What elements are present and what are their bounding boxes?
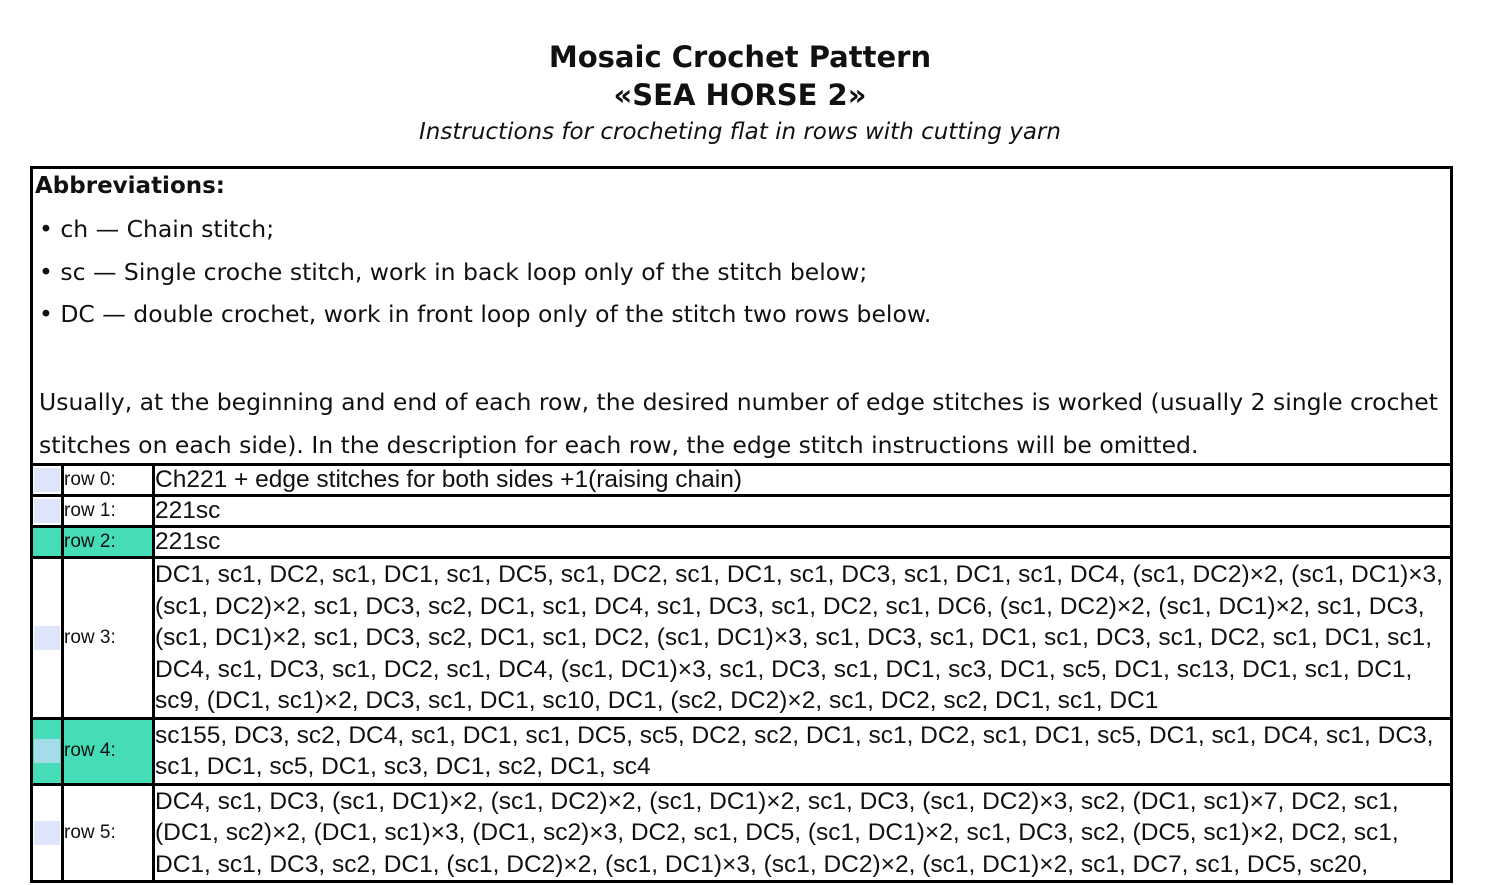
row-instruction: DC4, sc1, DC3, (sc1, DC1)×2, (sc1, DC2)×2, (sc1, DC1)×2, sc1, DC3, (sc1, DC2)×3, sc2, (DC1, sc1)×7, DC2, sc1, (DC1, sc2)×2, (DC1, sc1)×3, (DC1, sc2)×3, DC2, sc1, DC5, (sc1, DC1)×2, sc1, DC3, sc2, (DC5, sc1)×2, DC2, sc1, DC1, sc1, DC3, sc2, DC1, (sc1, DC2)×2, (sc1, DC1)×3, (sc1, DC2)×2, (sc1, DC1)×2, sc1, DC7, sc1, DC5, sc20, — [154, 784, 1452, 882]
row-instruction: 221sc — [154, 496, 1452, 527]
pattern-title: Mosaic Crochet Pattern — [548, 40, 932, 74]
abbreviation-sc: • sc — Single croche stitch, work in back loop only of the stitch below; — [39, 258, 868, 286]
row-instruction: sc155, DC3, sc2, DC4, sc1, DC1, sc1, DC5, sc5, DC2, sc2, DC1, sc1, DC2, sc1, DC1, sc5, DC1, sc1, DC4, sc1, DC3, sc1, DC1, sc5, DC1, sc3, DC1, sc2, DC1, sc4 — [154, 718, 1452, 784]
pattern-name: «SEA HORSE 2» — [613, 78, 867, 112]
edge-stitch-note: Usually, at the beginning and end of each row, the desired number of edge stitches is worked (usually 2 single crochet stitches on each side). In the description for each row, the edge stitch instructions will be omitted. — [39, 388, 1438, 459]
row-instructions-table — [30, 463, 1453, 883]
color-swatch-cell — [32, 718, 63, 784]
table-row — [32, 496, 1452, 527]
color-swatch — [34, 626, 60, 650]
color-swatch-cell — [32, 527, 63, 558]
color-swatch-cell — [32, 784, 63, 882]
color-swatch — [34, 468, 60, 492]
table-row — [32, 465, 1452, 496]
abbreviation-ch: • ch — Chain stitch; — [39, 215, 275, 243]
table-row — [32, 558, 1452, 719]
color-swatch-cell — [32, 465, 63, 496]
color-swatch — [34, 499, 60, 523]
table-row — [32, 527, 1452, 558]
row-label: row 1: — [63, 496, 154, 527]
color-swatch — [34, 821, 60, 845]
table-row — [32, 784, 1452, 882]
pattern-subtitle: Instructions for crocheting flat in rows with cutting yarn — [419, 119, 1061, 145]
table-row — [32, 718, 1452, 784]
row-label: row 5: — [63, 784, 154, 882]
abbreviations-box — [30, 166, 1453, 464]
row-label: row 3: — [63, 558, 154, 719]
color-swatch-cell — [32, 558, 63, 719]
row-instruction: Ch221 + edge stitches for both sides +1(raising chain) — [154, 465, 1452, 496]
row-label: row 2: — [63, 527, 154, 558]
row-label: row 4: — [63, 718, 154, 784]
abbreviations-title: Abbreviations: — [35, 173, 226, 199]
color-swatch — [34, 739, 60, 763]
row-instruction: 221sc — [154, 527, 1452, 558]
page-header — [0, 38, 1480, 150]
row-label: row 0: — [63, 465, 154, 496]
row-instruction: DC1, sc1, DC2, sc1, DC1, sc1, DC5, sc1, DC2, sc1, DC1, sc1, DC3, sc1, DC1, sc1, DC4, (sc1, DC2)×2, (sc1, DC1)×3, (sc1, DC2)×2, sc1, DC3, sc2, DC1, sc1, DC4, sc1, DC3, sc1, DC2, sc1, DC6, (sc1, DC2)×2, (sc1, DC1)×2, sc1, DC3, (sc1, DC1)×2, sc1, DC3, sc2, DC1, sc1, DC2, (sc1, DC1)×3, sc1, DC3, sc1, DC1, sc1, DC3, sc1, DC2, sc1, DC1, sc1, DC4, sc1, DC3, sc1, DC2, sc1, DC4, (sc1, DC1)×3, sc1, DC3, sc1, DC1, sc3, DC1, sc5, DC1, sc13, DC1, sc1, DC1, sc9, (DC1, sc1)×2, DC3, sc1, DC1, sc10, DC1, (sc2, DC2)×2, sc1, DC2, sc2, DC1, sc1, DC1 — [154, 558, 1452, 719]
color-swatch-cell — [32, 496, 63, 527]
color-swatch — [34, 530, 60, 554]
abbreviation-dc: • DC — double crochet, work in front loop only of the stitch two rows below. — [39, 300, 932, 328]
